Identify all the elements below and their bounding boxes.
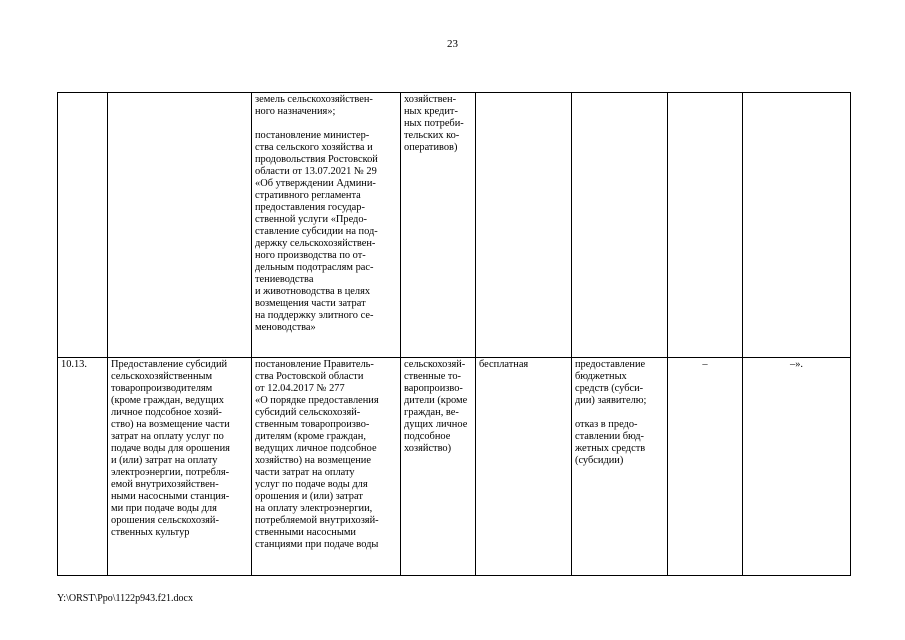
cell-result — [572, 93, 668, 358]
page-number: 23 — [447, 38, 458, 50]
cell-extra-1: – — [668, 358, 743, 576]
table-row — [58, 358, 851, 576]
cell-number — [58, 93, 108, 358]
cell-cost: бесплатная — [476, 358, 572, 576]
footer-file-path: Y:\ORST\Ppo\1122p943.f21.docx — [57, 593, 193, 604]
cell-legal-basis: постановление Правитель- ства Ростовской области от 12.04.2017 № 277 «О порядке предоставления субсидий сельскохозяй- ственным товаропроизво- дителям (кроме граждан, ведущих личное подсобное хозяйство) на возмещение части затрат на оплату услуг по подаче воды для орошения и (или) затрат на оплату электроэнергии, потребляемой внутрихозяй- ственными насосными станциями при подаче воды — [252, 358, 401, 576]
cell-extra-2 — [743, 93, 851, 358]
cell-legal-basis: земель сельскохозяйствен- ного назначения»; постановление министер- ства сельского хозяйства и продовольствия Ростовской области от 13.07.2021 № 29 «Об утверждении Админи- стративного регламента предоставления государ- ственной услуги «Предо- ставление субсидии на под- держку сельскохозяйствен- ного производства по от- дельным подотраслям рас- тениеводства и животноводства в целях возмещения части затрат на поддержку элитного се- меноводства» — [252, 93, 401, 358]
cell-service-name — [108, 93, 252, 358]
cell-extra-1 — [668, 93, 743, 358]
cell-recipients: сельскохозяй- ственные то- варопроизво- дители (кроме граждан, ве- дущих личное подсобное хозяйство) — [401, 358, 476, 576]
cell-recipients: хозяйствен- ных кредит- ных потреби- тельских ко- оперативов) — [401, 93, 476, 358]
cell-number: 10.13. — [58, 358, 108, 576]
cell-result: предоставление бюджетных средств (субси- дии) заявителю; отказ в предо- ставлении бюд- жетных средств (субсидии) — [572, 358, 668, 576]
cell-cost — [476, 93, 572, 358]
table-row — [58, 93, 851, 358]
cell-service-name: Предоставление субсидий сельскохозяйственным товаропроизводителям (кроме граждан, ведущих личное подсобное хозяй- ство) на возмещение части затрат на оплату услуг по подаче воды для орошения и (или) затрат на оплату электроэнергии, потребля- емой внутрихозяйствен- ными насосными станция- ми при подаче воды для орошения сельскохозяй- ственных культур — [108, 358, 252, 576]
services-table — [57, 92, 851, 576]
cell-extra-2: –». — [743, 358, 851, 576]
